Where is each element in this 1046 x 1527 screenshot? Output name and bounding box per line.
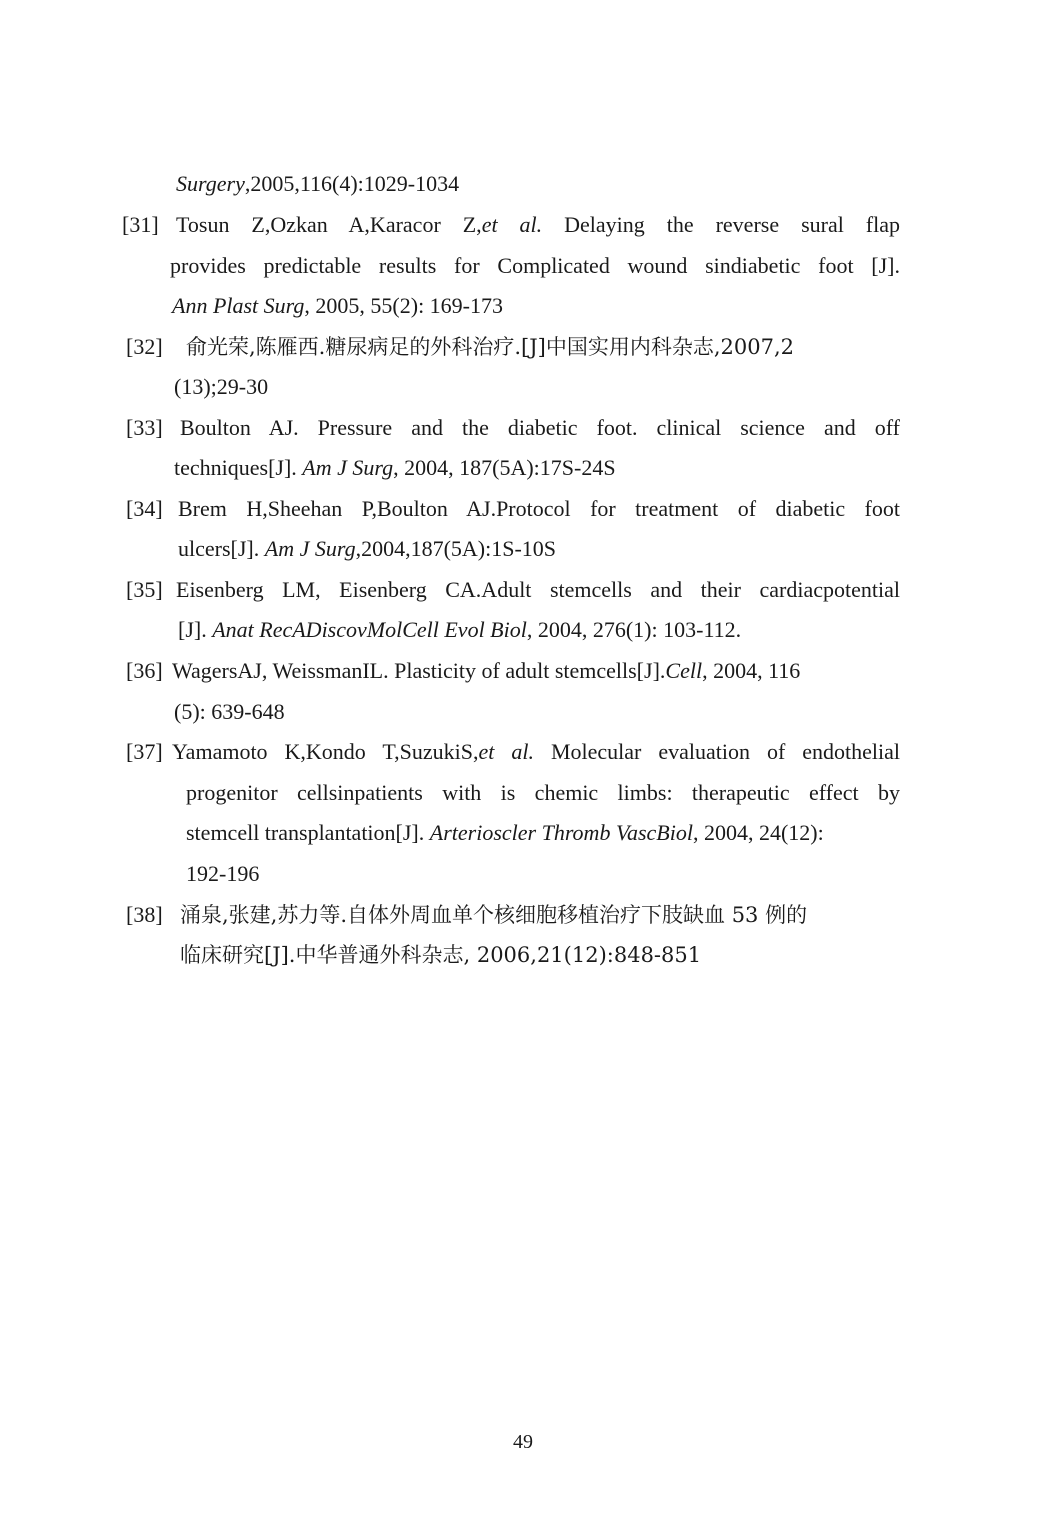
page-number: 49 bbox=[513, 1431, 533, 1453]
reference-35-line-1: Eisenberg LM, Eisenberg CA.Adult stemcells and their cardiacpotential bbox=[176, 577, 900, 602]
reference-32-line-2: (13);29-30 bbox=[174, 374, 269, 399]
reference-number: [35] bbox=[126, 577, 163, 602]
reference-34-line-1: Brem H,Sheehan P,Boulton AJ.Protocol for treatment of diabetic foot bbox=[178, 496, 900, 521]
reference-37-line-2: progenitor cellsinpatients with is chemic limbs: therapeutic effect by bbox=[186, 780, 900, 805]
reference-37-line-1: Yamamoto K,Kondo T,SuzukiS,et al. Molecular evaluation of endothelial bbox=[172, 739, 900, 764]
reference-number: [32] bbox=[126, 334, 163, 359]
reference-number: [33] bbox=[126, 415, 163, 440]
reference-33-line-2: techniques[J]. Am J Surg, 2004, 187(5A):17S-24S bbox=[174, 455, 616, 480]
reference-number: [34] bbox=[126, 496, 163, 521]
reference-31-line-2: provides predictable results for Complicated wound sindiabetic foot [J]. bbox=[170, 253, 900, 278]
reference-37-line-3: stemcell transplantation[J]. Arterioscler Thromb VascBiol, 2004, 24(12): bbox=[186, 820, 824, 845]
reference-31-line-1: Tosun Z,Ozkan A,Karacor Z,et al. Delaying the reverse sural flap bbox=[176, 212, 901, 237]
reference-number: [36] bbox=[126, 658, 163, 683]
reference-32-line-1: 俞光荣,陈雁西.糖尿病足的外科治疗.[J]中国实用内科杂志,2007,2 bbox=[186, 335, 794, 359]
reference-38-line-2: 临床研究[J].中华普通外科杂志, 2006,21(12):848-851 bbox=[180, 943, 702, 967]
reference-number: [38] bbox=[126, 902, 163, 927]
reference-36-line-2: (5): 639-648 bbox=[174, 699, 285, 724]
reference-number: [37] bbox=[126, 739, 163, 764]
reference-33-line-1: Boulton AJ. Pressure and the diabetic foot. clinical science and off bbox=[180, 415, 900, 440]
reference-38-line-1: 涌泉,张建,苏力等.自体外周血单个核细胞移植治疗下肢缺血 53 例的 bbox=[180, 903, 808, 927]
reference-35-line-2: [J]. Anat RecADiscovMolCell Evol Biol, 2004, 276(1): 103-112. bbox=[178, 617, 742, 642]
reference-number: [31] bbox=[122, 212, 159, 237]
reference-34-line-2: ulcers[J]. Am J Surg,2004,187(5A):1S-10S bbox=[178, 536, 557, 561]
reference-37-line-4: 192-196 bbox=[186, 861, 260, 886]
reference-31-line-3: Ann Plast Surg, 2005, 55(2): 169-173 bbox=[172, 293, 504, 318]
reference-continuation-line: Surgery,2005,116(4):1029-1034 bbox=[176, 171, 460, 196]
reference-36-line-1: WagersAJ, WeissmanIL. Plasticity of adult stemcells[J].Cell, 2004, 116 bbox=[172, 658, 801, 683]
